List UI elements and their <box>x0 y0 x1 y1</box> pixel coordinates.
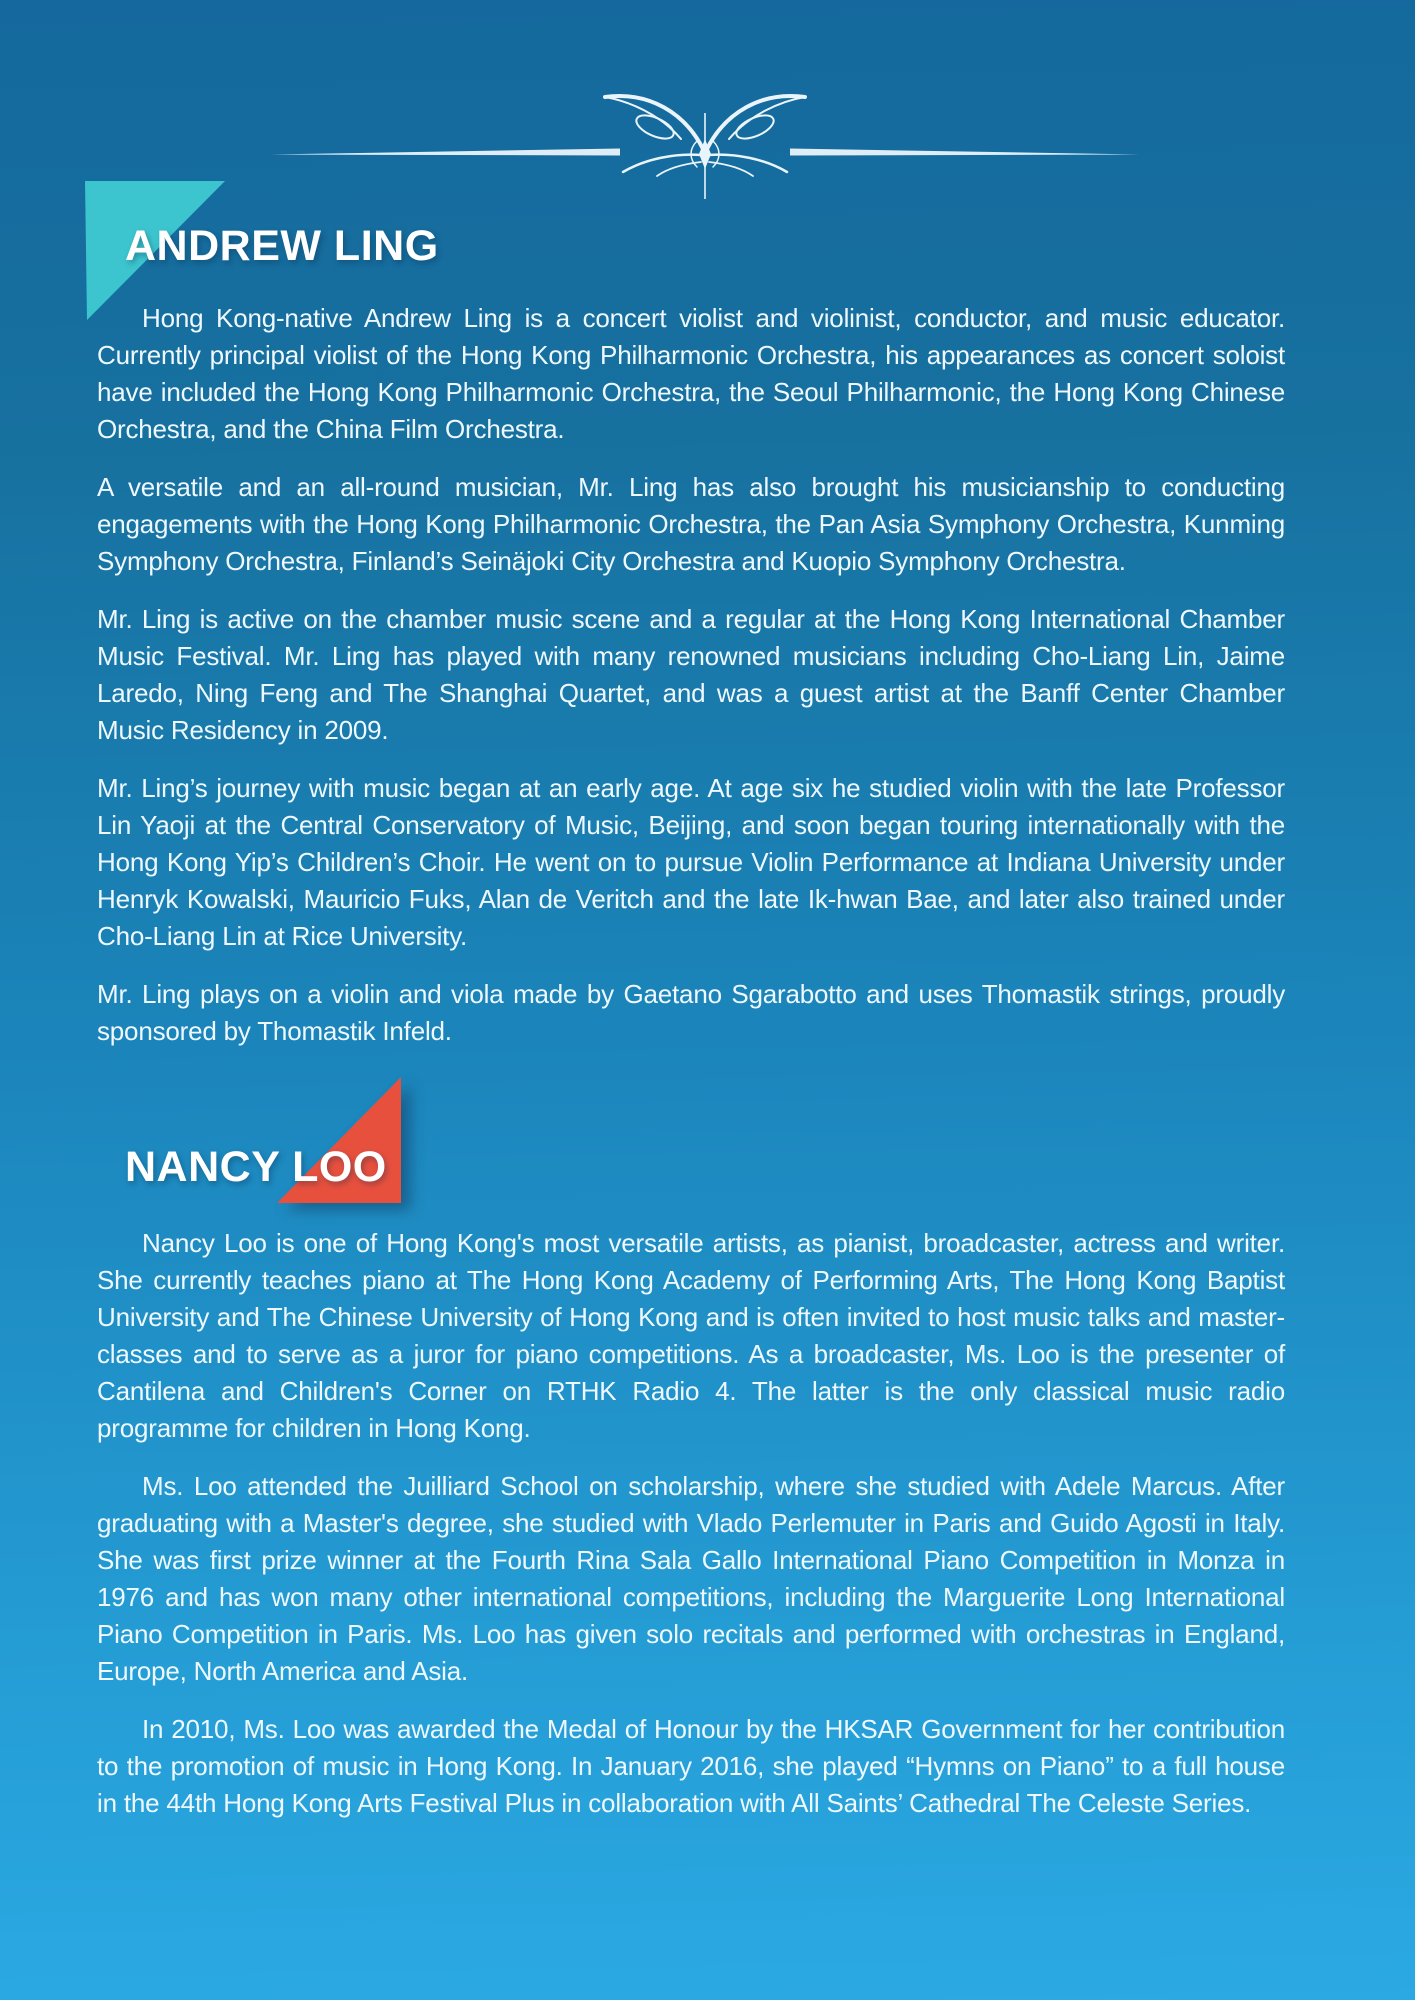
bio-andrew-ling <box>97 300 1285 1071</box>
bio-nancy-loo <box>97 1225 1285 1843</box>
divider-line-left <box>270 149 620 156</box>
bio-paragraph: Mr. Ling is active on the chamber music scene and a regular at the Hong Kong International Chamber Music Festival. Mr. Ling has played with many renowned musicians including Cho-Liang Lin, Jaime Laredo, Ning Feng and The Shanghai Quartet, and was a guest artist at the Banff Center Chamber Music Residency in 2009. <box>97 604 1285 745</box>
bio-paragraph: In 2010, Ms. Loo was awarded the Medal of Honour by the HKSAR Government for her contribution to the promotion of music in Hong Kong. In January 2016, she played “Hymns on Piano” to a full house in the 44th Hong Kong Arts Festival Plus in collaboration with All Saints’ Cathedral The Celeste Series. <box>97 1714 1285 1818</box>
divider-ornament <box>165 75 1245 205</box>
bio-paragraph: A versatile and an all-round musician, Mr. Ling has also brought his musicianship to conducting engagements with the Hong Kong Philharmonic Orchestra, the Pan Asia Symphony Orchestra, Kunming Symphony Orchestra, Finland’s Seinäjoki City Orchestra and Kuopio Symphony Orchestra. <box>97 472 1285 576</box>
divider-line-right <box>790 149 1140 156</box>
bio-paragraph: Mr. Ling plays on a violin and viola made by Gaetano Sgarabotto and uses Thomastik strings, proudly sponsored by Thomastik Infeld. <box>97 979 1285 1046</box>
bio-paragraph: Nancy Loo is one of Hong Kong's most versatile artists, as pianist, broadcaster, actress and writer. She currently teaches piano at The Hong Kong Academy of Performing Arts, The Hong Kong Baptist University and The Chinese University of Hong Kong and is often invited to host music talks and master-classes and to serve as a juror for piano competitions. As a broadcaster, Ms. Loo is the presenter of Cantilena and Children's Corner on RTHK Radio 4. The latter is the only classical music radio programme for children in Hong Kong. <box>97 1228 1285 1443</box>
bio-paragraph: Ms. Loo attended the Juilliard School on scholarship, where she studied with Adele Marcus. After graduating with a Master's degree, she studied with Vlado Perlemuter in Paris and Guido Agosti in Italy. She was first prize winner at the Fourth Rina Sala Gallo International Piano Competition in Monza in 1976 and has won many other international competitions, including the Marguerite Long International Piano Competition in Paris. Ms. Loo has given solo recitals and performed with orchestras in England, Europe, North America and Asia. <box>97 1471 1285 1686</box>
bio-paragraph: Mr. Ling’s journey with music began at an early age. At age six he studied violin with the late Professor Lin Yaoji at the Central Conservatory of Music, Beijing, and soon began touring internationally with the Hong Kong Yip’s Children’s Choir. He went on to pursue Violin Performance at Indiana University under Henryk Kowalski, Mauricio Fuks, Alan de Veritch and the late Ik-hwan Bae, and later also trained under Cho-Liang Lin at Rice University. <box>97 773 1285 951</box>
section-heading-andrew-ling: ANDREW LING <box>125 222 439 270</box>
section-heading-nancy-loo: NANCY LOO <box>125 1143 387 1191</box>
flourish-icon <box>605 96 805 199</box>
bio-paragraph: Hong Kong-native Andrew Ling is a concert violist and violinist, conductor, and music educator. Currently principal violist of the Hong Kong Philharmonic Orchestra, his appearances as concert soloist have included the Hong Kong Philharmonic Orchestra, the Seoul Philharmonic, the Hong Kong Chinese Orchestra, and the China Film Orchestra. <box>97 303 1285 444</box>
